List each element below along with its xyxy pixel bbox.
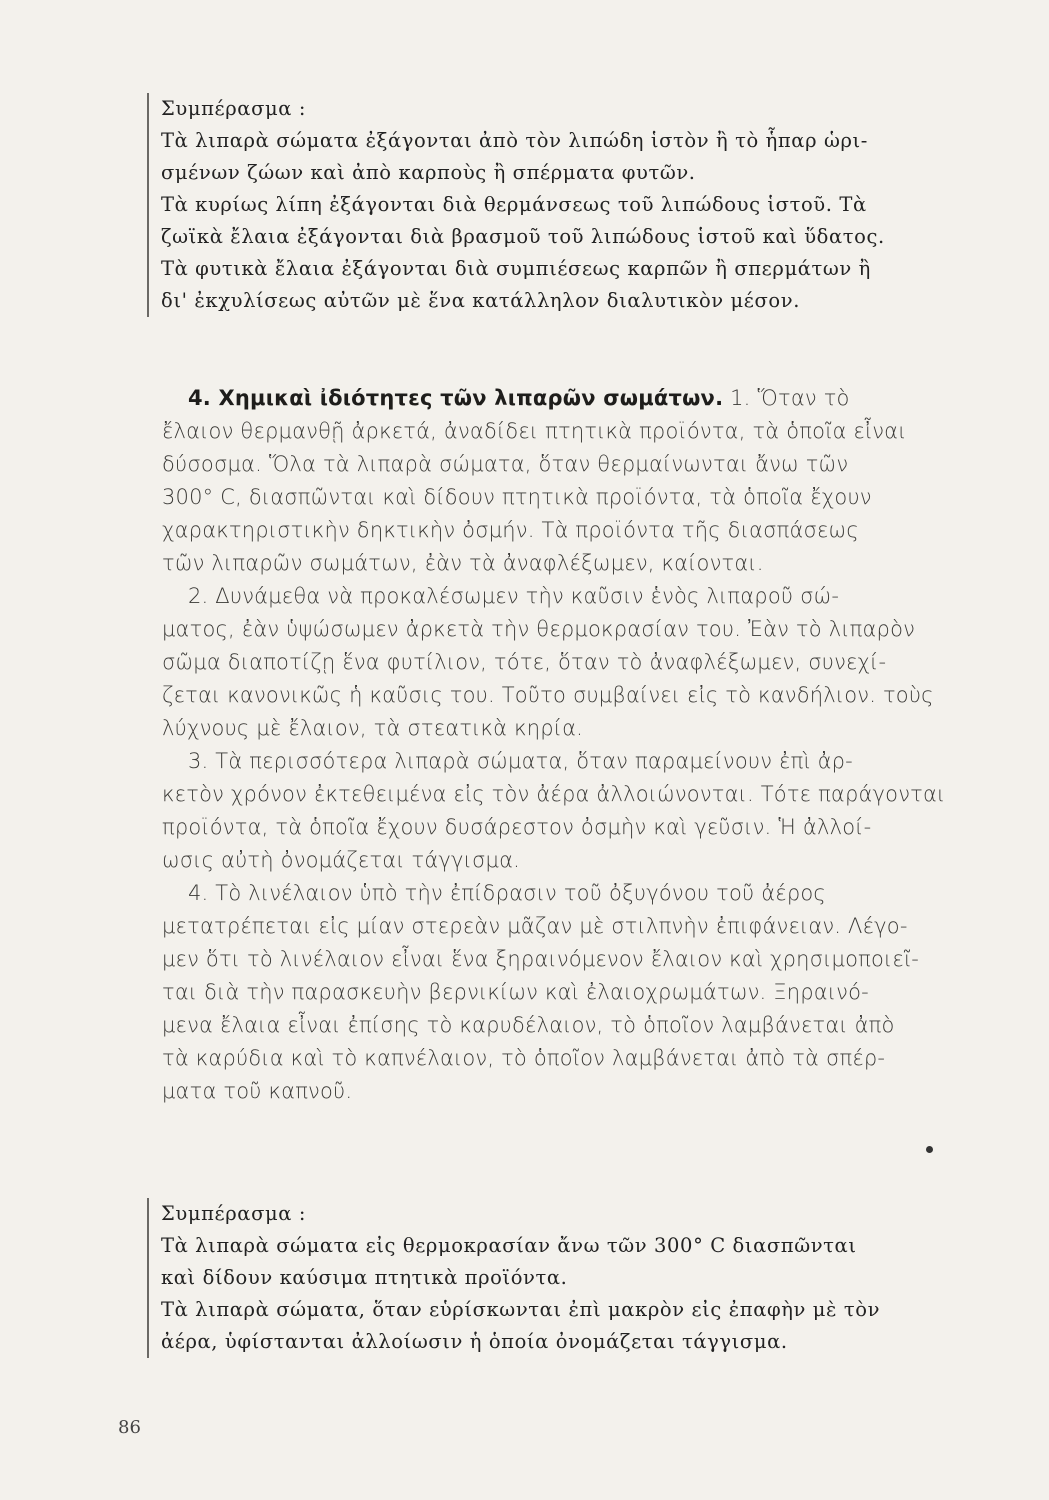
body-line: 300° C, διασπῶνται καὶ δίδουν πτητικὰ προϊόντα, τὰ ὁποῖα ἔχουν (162, 485, 872, 509)
conclusion-line: σμένων ζώων καὶ ἀπὸ καρποὺς ἢ σπέρματα φυτῶν. (161, 161, 696, 184)
body-line: 3. Τὰ περισσότερα λιπαρὰ σώματα, ὅταν παραμείνουν ἐπὶ ἀρ- (188, 749, 853, 773)
body-line: μετατρέπεται εἰς μίαν στερεὰν μᾶζαν μὲ στιλπνὴν ἐπιφάνειαν. Λέγο- (162, 914, 908, 938)
conclusion-line: Τὰ φυτικὰ ἔλαια ἐξάγονται διὰ συμπιέσεως καρπῶν ἢ σπερμάτων ἢ (161, 257, 871, 280)
body-line: ματος, ἐὰν ὑψώσωμεν ἀρκετὰ τὴν θερμοκρασίαν του. Ἐὰν τὸ λιπαρὸν (162, 617, 916, 641)
conclusion-line: καὶ δίδουν καύσιμα πτητικὰ προϊόντα. (161, 1266, 568, 1289)
section-first-line-text: 1. Ὅταν τὸ (723, 386, 850, 410)
body-line: ζεται κανονικῶς ἡ καῦσις του. Τοῦτο συμβαίνει εἰς τὸ κανδήλιον. τοὺς (162, 683, 934, 707)
conclusion-line: ζωϊκὰ ἔλαια ἐξάγονται διὰ βρασμοῦ τοῦ λιπώδους ἱστοῦ καὶ ὕδατος. (161, 225, 885, 248)
conclusion-box-2 (147, 1198, 991, 1358)
body-line: μεν ὅτι τὸ λινέλαιον εἶναι ἕνα ξηραινόμενον ἔλαιον καὶ χρησιμοποιεῖ- (162, 947, 919, 971)
stray-dot (926, 1146, 933, 1153)
body-line: ται διὰ τὴν παρασκευὴν βερνικίων καὶ ἐλαιοχρωμάτων. Ξηραινό- (162, 980, 869, 1004)
section-4-body (162, 382, 980, 1108)
conclusion-line: Τὰ κυρίως λίπη ἐξάγονται διὰ θερμάνσεως τοῦ λιπώδους ἱστοῦ. Τὰ (161, 193, 867, 216)
body-line: ἔλαιον θερμανθῇ ἀρκετά, ἀναδίδει πτητικὰ προϊόντα, τὰ ὁποῖα εἶναι (162, 419, 907, 443)
body-line: χαρακτηριστικὴν δηκτικὴν ὀσμήν. Τὰ προϊόντα τῆς διασπάσεως (162, 518, 859, 542)
body-line: δύσοσμα. Ὅλα τὰ λιπαρὰ σώματα, ὅταν θερμαίνωνται ἄνω τῶν (162, 452, 849, 476)
conclusion-heading: Συμπέρασμα : (161, 97, 306, 120)
body-line: 2. Δυνάμεθα νὰ προκαλέσωμεν τὴν καῦσιν ἑνὸς λιπαροῦ σώ- (188, 584, 840, 608)
body-line: τῶν λιπαρῶν σωμάτων, ἐὰν τὰ ἀναφλέξωμεν, καίονται. (162, 551, 764, 575)
conclusion-line: Τὰ λιπαρὰ σώματα ἐξάγονται ἀπὸ τὸν λιπώδη ἱστὸν ἢ τὸ ἧπαρ ὡρι- (161, 129, 868, 152)
body-line: ματα τοῦ καπνοῦ. (162, 1079, 353, 1103)
conclusion-line: Τὰ λιπαρὰ σώματα, ὅταν εὑρίσκωνται ἐπὶ μακρὸν εἰς ἐπαφὴν μὲ τὸν (161, 1298, 881, 1321)
conclusion-box-1 (147, 93, 991, 317)
section-title: 4. Χημικαὶ ἰδιότητες τῶν λιπαρῶν σωμάτων. (188, 386, 724, 410)
page-number: 86 (118, 1417, 141, 1438)
conclusion-line: δι' ἐκχυλίσεως αὐτῶν μὲ ἕνα κατάλληλον διαλυτικὸν μέσον. (161, 289, 801, 312)
section-first-line (162, 382, 980, 415)
conclusion-line: Τὰ λιπαρὰ σώματα εἰς θερμοκρασίαν ἄνω τῶν 300° C διασπῶνται (161, 1234, 857, 1257)
conclusion-line: ἀέρα, ὑφίστανται ἀλλοίωσιν ἡ ὁποία ὀνομάζεται τάγγισμα. (161, 1330, 788, 1353)
body-line: σῶμα διαποτίζῃ ἕνα φυτίλιον, τότε, ὅταν τὸ ἀναφλέξωμεν, συνεχί- (162, 650, 887, 674)
body-line: ωσις αὐτὴ ὀνομάζεται τάγγισμα. (162, 848, 521, 872)
body-line: κετὸν χρόνον ἐκτεθειμένα εἰς τὸν ἀέρα ἀλλοιώνονται. Τότε παράγονται (162, 782, 946, 806)
body-line: προϊόντα, τὰ ὁποῖα ἔχουν δυσάρεστον ὀσμὴν καὶ γεῦσιν. Ἡ ἀλλοί- (162, 815, 872, 839)
body-line: λύχνους μὲ ἔλαιον, τὰ στεατικὰ κηρία. (162, 716, 584, 740)
body-line: τὰ καρύδια καὶ τὸ καπνέλαιον, τὸ ὁποῖον λαμβάνεται ἀπὸ τὰ σπέρ- (162, 1046, 886, 1070)
conclusion-heading: Συμπέρασμα : (161, 1202, 306, 1225)
body-line: μενα ἔλαια εἶναι ἐπίσης τὸ καρυδέλαιον, τὸ ὁποῖον λαμβάνεται ἀπὸ (162, 1013, 895, 1037)
body-line: 4. Τὸ λινέλαιον ὑπὸ τὴν ἐπίδρασιν τοῦ ὀξυγόνου τοῦ ἀέρος (188, 881, 826, 905)
